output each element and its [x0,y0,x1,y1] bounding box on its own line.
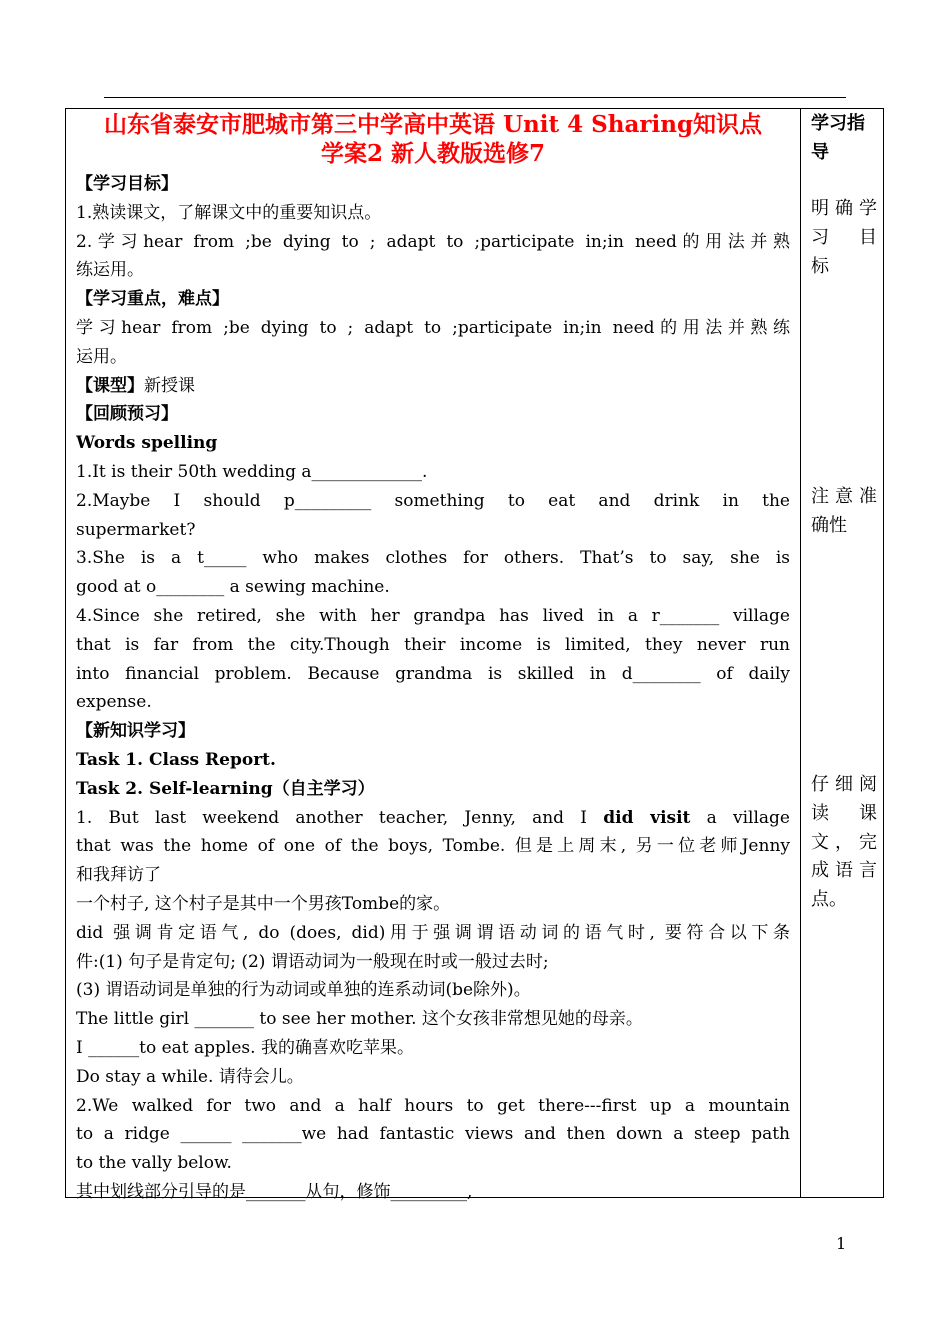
lesson-type-value: 新授课 [144,375,195,396]
guide-note-3-line-2: 读 课 [811,802,877,824]
point-1-pre: 1. But last weekend another teacher, Jenny, and I [76,807,587,828]
point-1 [76,804,790,833]
did-condition-3: (3) 谓语动词是单独的行为动词或单独的连系动词(be除外)。 [76,980,531,1001]
column-divider [800,108,801,1198]
guide-header [811,110,877,168]
task-1: Task 1. Class Report. [76,749,276,770]
did-explanation: did 强调肯定语气, do (does, did)用于强调谓语动词的语气时, 要符合以下条 [76,922,790,943]
section-heading-new-knowledge: 【新知识学习】 [76,721,195,742]
section-heading-review: 【回顾预习】 [76,404,178,425]
guide-note-accuracy [811,483,877,541]
example-1: The little girl _______ to see her mother. 这个女孩非常想见她的母亲。 [76,1009,643,1030]
guide-header-line-2: 导 [811,141,829,163]
title-line-2: 学案2 新人教版选修7 [320,140,545,167]
header-rule [104,97,846,98]
point-1-post: a village [706,807,790,828]
example-2: I ______to eat apples. 我的确喜欢吃苹果。 [76,1037,414,1058]
objective-1: 1.熟读课文，了解课文中的重要知识点。 [76,202,382,223]
lesson-type-label: 【课型】 [76,375,144,396]
spelling-item-4-cont-1: that is far from the city.Though their income is limited, they never run [76,634,790,655]
objective-2-cont: 练运用。 [76,260,144,281]
spelling-item-1: 1.It is their 50th wedding a_____________. [76,461,428,482]
point-2: 2.We walked for two and a half hours to get there---first up a mountain [76,1095,790,1116]
key-points: 学习hear from ;be dying to ; adapt to ;participate in;in need的用法并熟练 [76,317,790,338]
lesson-type [76,372,790,401]
guide-note-3-line-1: 仔细阅 [811,774,877,795]
guide-note-1-line-2: 习 目 [811,226,877,248]
guide-note-3-line-3: 文，完 [811,831,877,853]
guide-note-2-line-2: 确性 [811,514,847,536]
title-line-1: 山东省泰安市肥城市第三中学高中英语 Unit 4 Sharing知识点 [103,111,763,138]
spelling-item-4-cont-2: into financial problem. Because grandma is skilled in d________ of daily [76,663,790,684]
key-points-cont: 运用。 [76,346,127,367]
guide-note-reading [811,771,877,915]
words-spelling-heading: Words spelling [76,433,218,454]
main-column [76,110,790,1207]
spelling-item-3-cont: good at o________ a sewing machine. [76,577,390,598]
guide-note-1-line-3: 标 [811,255,829,277]
guide-note-2-line-1: 注意准 [811,486,877,507]
task-2: Task 2. Self-learning（自主学习） [76,778,375,799]
spelling-item-4: 4.Since she retired, she with her grandpa has lived in a r_______ village [76,605,790,626]
objective-2: 2.学习hear from ;be dying to ; adapt to ;participate in;in need的用法并熟 [76,231,790,252]
point-1-emphasis: did visit [603,807,691,828]
example-3: Do stay a while. 请待会儿。 [76,1066,304,1087]
spelling-item-4-cont-3: expense. [76,692,152,713]
point-1-translation-cont: 一个村子, 这个村子是其中一个男孩Tombe的家。 [76,893,451,914]
point-2-question: 其中划线部分引导的是_______从句，修饰_________, [76,1181,473,1202]
did-condition-1-2: 件:(1) 句子是肯定句; (2) 谓语动词为一般现在时或一般过去时; [76,951,549,972]
spelling-item-3: 3.She is a t_____ who makes clothes for others. That’s to say, she is [76,548,790,569]
section-heading-objectives: 【学习目标】 [76,174,178,194]
page-number: 1 [836,1234,847,1253]
point-1-cont: that was the home of one of the boys, Tombe. 但是上周末, 另一位老师Jenny [76,836,790,857]
point-1-translation: 和我拜访了 [76,865,161,886]
guide-note-3-line-4: 成语言 [811,860,877,882]
guide-header-line-1: 学习指 [811,113,865,134]
guide-note-3-line-5: 点。 [811,889,847,911]
document-title [76,110,790,168]
section-heading-key-points: 【学习重点，难点】 [76,289,229,310]
spelling-item-2: 2.Maybe I should p_________ something to eat and drink in the [76,490,790,511]
guide-note-1-line-1: 明确学 [811,198,877,219]
point-2-cont-2: to the vally below. [76,1153,232,1174]
point-2-cont: to a ridge ______ _______we had fantastic views and then down a steep path [76,1124,790,1145]
spelling-item-2-cont: supermarket? [76,519,196,540]
guide-note-objectives [811,195,877,281]
